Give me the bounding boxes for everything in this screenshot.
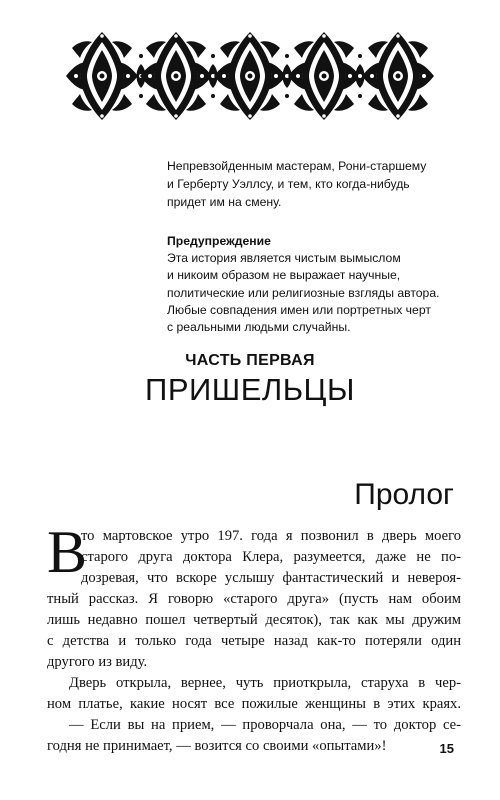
disclaimer-line: с реальными людьми случайны.	[167, 320, 351, 335]
dedication-line: Непревзойденным мастерам, Рони-старшему	[167, 159, 427, 173]
body-line: Дверь открыла, вернее, чуть приоткрыла, старуха в чер-	[69, 675, 461, 691]
body-line: тный рассказ. Я говорю «старого друга» (пусть нам обоим	[47, 591, 461, 607]
body-line: с детства и только года четыре назад как-то потеряли один	[47, 633, 461, 649]
body-line: лишь недавно пошел четвертый десяток), так как мы дружим	[47, 612, 461, 628]
body-line: дозревая, что вскоре услышу фантастический и невероя-	[81, 570, 461, 586]
body-line: — Если вы на прием, — проворчала она, — то доктор се-	[69, 717, 461, 733]
dedication-line: и Герберту Уэллсу, и тем, кто когда-нибудь	[167, 177, 410, 191]
drop-cap: В	[47, 519, 88, 585]
part-title: ПРИШЕЛЬЦЫ	[145, 372, 355, 407]
body-text	[47, 526, 461, 757]
body-line: то мартовское утро 197. года я позвонил в дверь моего	[81, 528, 461, 544]
chapter-title: Пролог	[354, 478, 454, 511]
disclaimer	[167, 233, 467, 336]
body-line: старого друга доктора Клера, разумеется, даже не по-	[81, 549, 461, 565]
dedication	[167, 157, 467, 211]
dedication-line: придет им на смену.	[167, 195, 282, 209]
disclaimer-line: политические или религиозные взгляды автора.	[167, 285, 440, 300]
disclaimer-line: и никоим образом не выражает научные,	[167, 268, 401, 283]
part-label: ЧАСТЬ ПЕРВАЯ	[185, 352, 315, 369]
page-number: 15	[439, 741, 454, 756]
disclaimer-title: Предупреждение	[167, 234, 271, 248]
lace-flower-border-icon	[64, 30, 436, 122]
disclaimer-line: Любые совпадения имен или портретных черт	[167, 302, 431, 317]
body-line: ном платье, какие носят все пожилые женщины в этих краях.	[47, 696, 461, 712]
body-line: другого из виду.	[47, 654, 148, 670]
body-line: годня не принимает, — возится со своими «опытами»!	[47, 738, 387, 754]
disclaimer-line: Эта история является чистым вымыслом	[167, 251, 401, 266]
